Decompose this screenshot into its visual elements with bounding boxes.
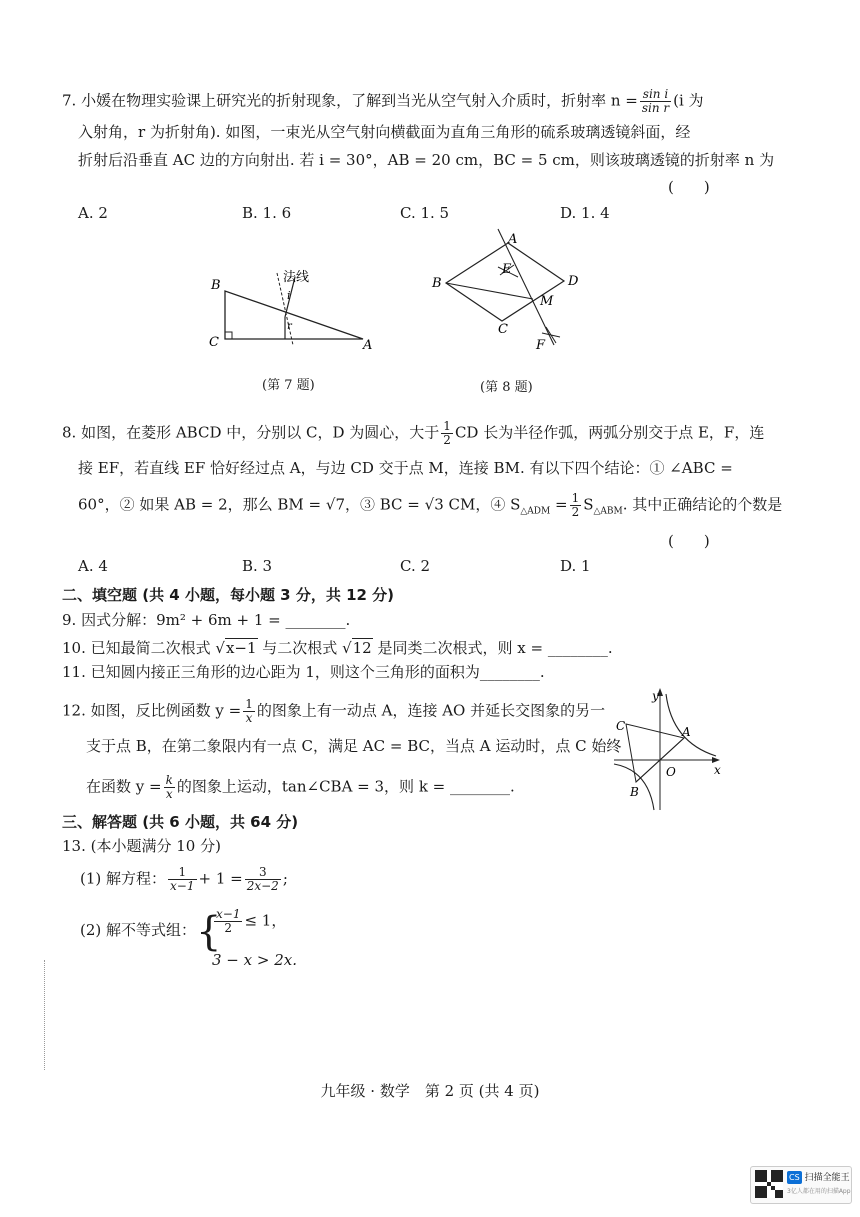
q13-part2-label: (2) 解不等式组： [80,921,197,939]
fig12-label-b: B [630,785,639,799]
q8-choice-c: C. 2 [400,557,431,575]
q7-answer-paren: ( ) [668,178,710,196]
q7-text-line3: 折射后沿垂直 AC 边的方向射出. 若 i = 30°，AB = 20 cm，BC = 5 cm，则该玻璃透镜的折射率 n 为 [78,151,775,169]
fig8-label-b: B [432,276,442,291]
scanner-app-tagline: 3亿人都在用的扫描App [787,1188,851,1195]
figure-12 [608,686,728,816]
fig12-label-c: C [616,719,626,733]
q12-text-line3: 在函数 y = $\frac{k}{x}$ 的图象上运动，tan∠CBA = 3，则 k = ________. [86,773,515,801]
q7-choice-b: B. 1. 6 [242,204,292,222]
section-2-heading: 二、填空题 (共 4 小题，每小题 3 分，共 12 分) [62,586,395,604]
fig8-label-d: D [568,274,579,289]
fig7-label-normal: 法线 [283,270,310,285]
q10-text: 10. 已知最简二次根式 √x−1 与二次根式 √12 是同类二次根式，则 x = ________. [62,639,613,657]
fig8-label-f: F [536,338,546,353]
section-3-heading: 三、解答题 (共 6 小题，共 64 分) [62,813,299,831]
segment-bm [446,283,533,299]
q13-heading: 13. (本小题满分 10 分) [62,837,221,855]
fig8-label-a: A [508,232,518,247]
q8-answer-paren: ( ) [668,532,710,550]
q8-choice-d: D. 1 [560,557,591,575]
q11-text: 11. 已知圆内接正三角形的边心距为 1，则这个三角形的面积为________. [62,663,545,681]
fig12-label-y: y [652,689,659,703]
fig7-label-b: B [211,278,221,293]
q7-choice-c: C. 1. 5 [400,204,450,222]
fig8-label-m: M [540,294,554,309]
fig8-label-e: E [502,262,512,277]
q8-choice-a: A. 4 [78,557,108,575]
q8-text-line2: 接 EF，若直线 EF 恰好经过点 A，与边 CD 交于点 M，连接 BM. 有以下四个结论：① ∠ABC = [78,459,733,477]
fig7-label-c: C [209,335,219,350]
q8-text-line1: 8. 如图，在菱形 ABCD 中，分别以 C，D 为圆心，大于 $\frac{1}{2}$ CD 长为半径作弧，两弧分别交于点 E，F，连 [62,419,765,447]
figure-7 [195,255,385,355]
triangle-abc [225,291,363,339]
right-angle-mark [225,332,232,339]
fig12-label-x: x [714,763,721,777]
q7-choice-a: A. 2 [78,204,108,222]
scanner-watermark-badge [750,1166,852,1204]
fig7-label-a: A [363,338,373,353]
fig7-label-i: i [287,289,291,302]
fig8-caption: (第 8 题) [480,380,533,395]
scanner-app-name: CS 扫描全能王 [789,1173,850,1183]
fig7-label-r: r [287,321,292,332]
fig12-label-o: O [666,765,676,779]
hyperbola-branch-1 [666,694,716,756]
rhombus-abcd [446,243,564,321]
q9-text: 9. 因式分解：9m² + 6m + 1 = ________. [62,611,351,629]
q12-text-line2: 支于点 B，在第二象限内有一点 C，满足 AC = BC，当点 A 运动时，点 C 始终 [86,737,622,755]
fig12-label-a: A [682,725,691,739]
q8-choice-b: B. 3 [242,557,273,575]
q12-text-line1: 12. 如图，反比例函数 y = $\frac{1}{x}$ 的图象上有一动点 A，连接 AO 并延长交图象的另一 [62,697,606,725]
fig8-label-c: C [498,322,508,337]
q7-text-line1: 7. 小媛在物理实验课上研究光的折射现象，了解到当光从空气射入介质时，折射率 n = $\frac{\text{sin i}}{\text{sin r}}$ (i 为 [62,87,704,115]
fig7-caption: (第 7 题) [262,378,315,393]
q7-text-line2: 入射角，r 为折射角). 如图，一束光从空气射向横截面为直角三角形的硫系玻璃透镜斜面，经 [78,123,691,141]
page-footer: 九年级 · 数学 第 2 页 (共 4 页) [320,1082,540,1100]
q8-text-line3: 60°，② 如果 AB = 2，那么 BM = √7，③ BC = √3 CM，④ $S_{\triangle ADM}$ = $\frac{1}{2}$ $S_{\triangle ABM}$. 其中正确结论的个数是 [78,491,783,519]
margin-dotted-line [44,960,45,1070]
q7-choice-d: D. 1. 4 [560,204,610,222]
figure-8 [428,225,588,355]
q13-part1: (1) 解方程： $\frac{1}{x-1}$ + 1 = $\frac{3}{2x-2}$ ; [80,865,288,893]
qr-code-icon [755,1170,783,1198]
